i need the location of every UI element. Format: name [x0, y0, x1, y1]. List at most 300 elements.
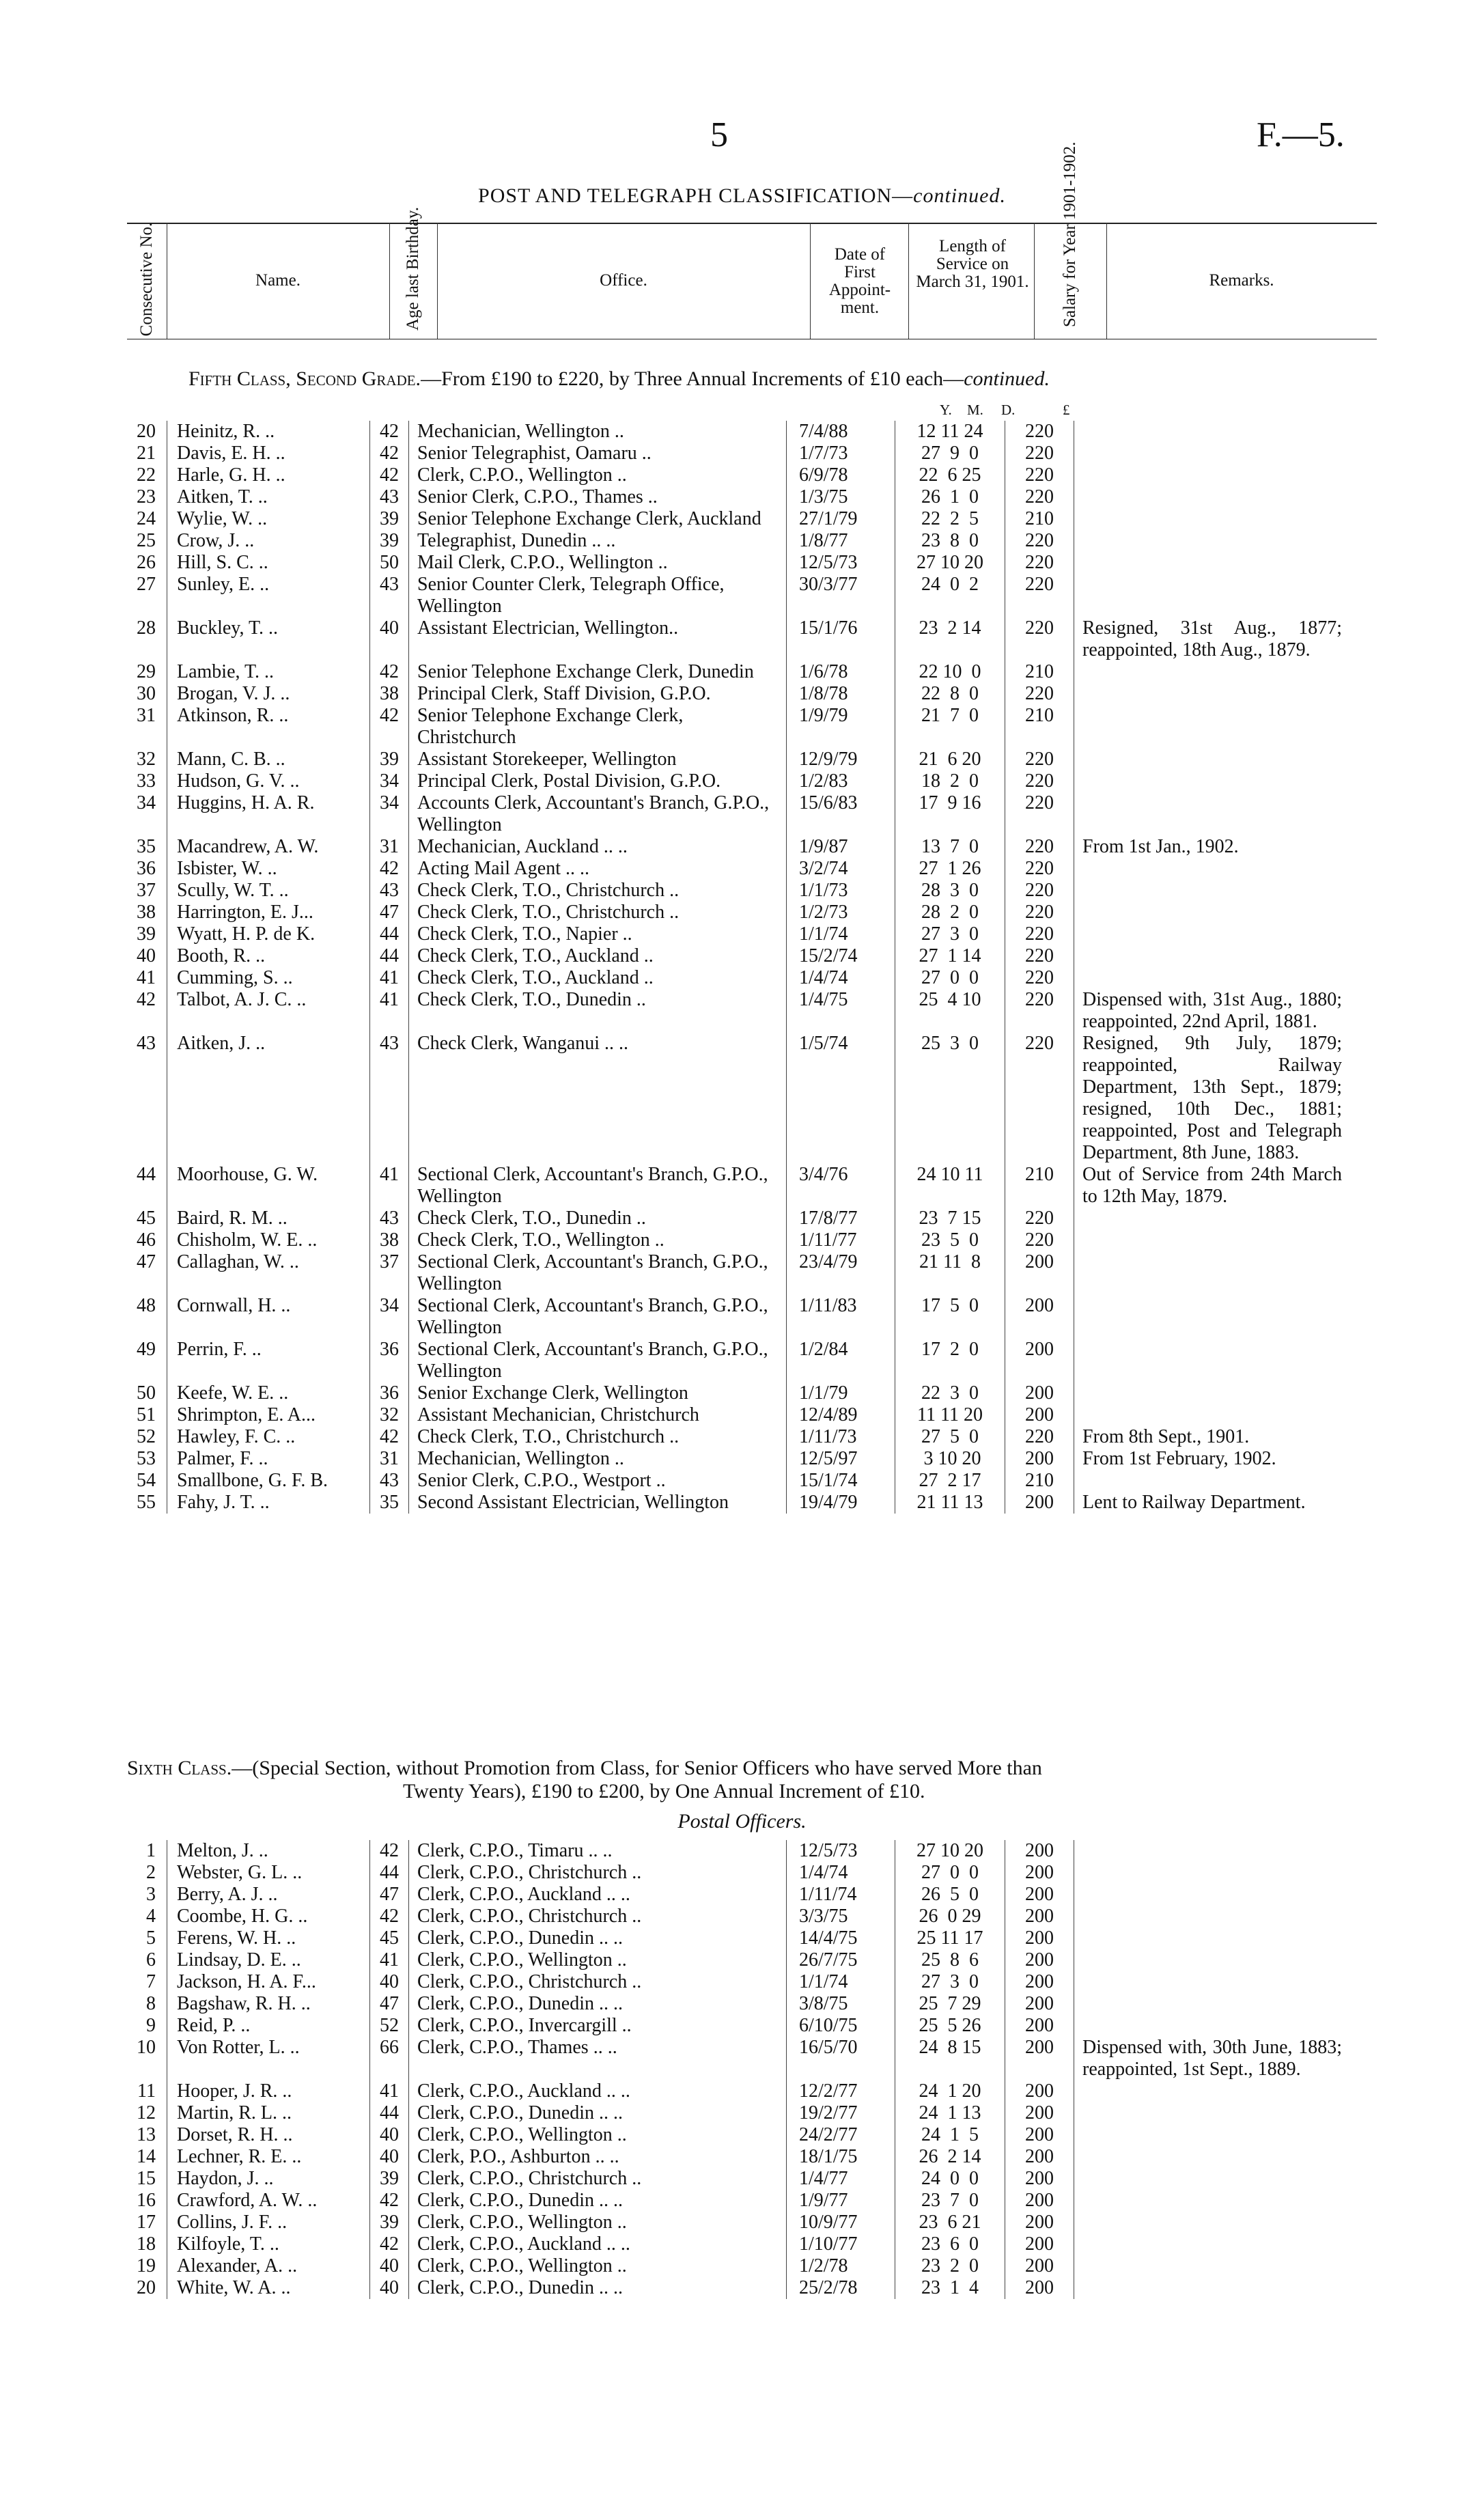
- table-row: [127, 2080, 1342, 2102]
- remarks-cell: [1074, 2168, 1343, 2190]
- length-cell: 18 2 0: [921, 770, 979, 792]
- salary-cell: 220: [1005, 464, 1074, 486]
- salary-cell: 220: [1005, 923, 1074, 945]
- office-cell: Principal Clerk, Staff Division, G.P.O.: [417, 683, 711, 704]
- date-cell: 12/5/73: [787, 1840, 895, 1862]
- remarks-cell: [1074, 2212, 1343, 2233]
- name-cell: Palmer, F. ..: [167, 1448, 370, 1470]
- date-cell: 1/10/77: [787, 2233, 895, 2255]
- date-cell: 17/8/77: [787, 1208, 895, 1229]
- office-cell: Mail Clerk, C.P.O., Wellington ..: [417, 552, 668, 573]
- office-cell: Mechanician, Wellington ..: [417, 1448, 624, 1469]
- section-heading-sixth-class: Sixth Class.—(Special Section, without Promotion from Class, for Senior Officers who have served More than: [127, 1757, 1042, 1779]
- length-cell: 27 3 0: [921, 923, 979, 945]
- date-cell: 1/6/78: [787, 661, 895, 683]
- office-cell: Sectional Clerk, Accountant's Branch, G.P.O., Wellington: [417, 1295, 768, 1338]
- row-number: 44: [137, 1164, 156, 1185]
- remarks-cell: [1074, 2015, 1343, 2037]
- length-cell: 12 11 24: [916, 421, 983, 442]
- office-cell: Check Clerk, T.O., Dunedin ..: [417, 989, 646, 1010]
- date-cell: 1/4/77: [787, 2168, 895, 2190]
- length-cell: 3 10 20: [919, 1448, 981, 1469]
- row-number: 26: [137, 552, 156, 573]
- salary-cell: 200: [1005, 2124, 1074, 2146]
- name-cell: Davis, E. H. ..: [167, 443, 370, 464]
- name-cell: Coombe, H. G. ..: [167, 1906, 370, 1927]
- age-cell: 41: [370, 967, 409, 989]
- table-row: [127, 1208, 1342, 1229]
- name-cell: Scully, W. T. ..: [167, 880, 370, 902]
- remarks-cell: [1074, 486, 1343, 508]
- age-cell: 66: [370, 2037, 409, 2080]
- office-cell: Check Clerk, T.O., Christchurch ..: [417, 880, 680, 901]
- remarks-cell: Dispensed with, 30th June, 1883; reappointed, 1st Sept., 1889.: [1082, 2037, 1342, 2080]
- remarks-cell: Out of Service from 24th March to 12th May, 1879.: [1082, 1164, 1342, 1207]
- name-cell: Hill, S. C. ..: [167, 552, 370, 574]
- name-cell: Ferens, W. H. ..: [167, 1927, 370, 1949]
- length-cell: 27 10 20: [916, 1840, 983, 1861]
- header-length: Length of Service on March 31, 1901.: [916, 237, 1029, 291]
- table-row: [127, 2212, 1342, 2233]
- office-cell: Senior Telephone Exchange Clerk, Auckland: [417, 508, 761, 529]
- row-number: 21: [137, 443, 156, 464]
- table-row: [127, 2233, 1342, 2255]
- subsection-postal-officers: Postal Officers.: [677, 1810, 807, 1833]
- row-number: 19: [137, 2255, 156, 2276]
- age-cell: 38: [370, 1229, 409, 1251]
- age-cell: 42: [370, 705, 409, 749]
- age-cell: 41: [370, 2080, 409, 2102]
- length-cell: 13 7 0: [921, 836, 979, 857]
- salary-cell: 200: [1005, 1492, 1074, 1514]
- age-cell: 42: [370, 1426, 409, 1448]
- table-row: [127, 2277, 1342, 2299]
- remarks-cell: From 1st Jan., 1902.: [1082, 836, 1239, 857]
- age-cell: 34: [370, 770, 409, 792]
- date-cell: 1/8/78: [787, 683, 895, 705]
- row-number: 27: [137, 574, 156, 595]
- table-row: [127, 1164, 1342, 1208]
- length-cell: 27 1 14: [919, 945, 981, 966]
- row-number: 38: [137, 902, 156, 923]
- age-cell: 41: [370, 989, 409, 1033]
- remarks-cell: [1074, 2255, 1343, 2277]
- name-cell: Wyatt, H. P. de K.: [167, 923, 370, 945]
- unit-months: M.: [967, 402, 983, 418]
- name-cell: Hawley, F. C. ..: [167, 1426, 370, 1448]
- row-number: 52: [137, 1426, 156, 1447]
- remarks-cell: [1074, 858, 1343, 880]
- row-number: 46: [137, 1229, 156, 1251]
- age-cell: 32: [370, 1404, 409, 1426]
- remarks-cell: [1074, 1229, 1343, 1251]
- office-cell: Senior Telegraphist, Oamaru ..: [417, 443, 652, 464]
- age-cell: 39: [370, 2168, 409, 2190]
- row-number: 8: [146, 1993, 156, 2014]
- unit-pounds: £: [1063, 402, 1070, 418]
- row-number: 32: [137, 749, 156, 770]
- age-cell: 43: [370, 486, 409, 508]
- age-cell: 52: [370, 2015, 409, 2037]
- name-cell: Berry, A. J. ..: [167, 1884, 370, 1906]
- age-cell: 43: [370, 880, 409, 902]
- salary-cell: 220: [1005, 617, 1074, 661]
- length-cell: 27 9 0: [921, 443, 979, 464]
- row-number: 18: [137, 2233, 156, 2255]
- name-cell: Kilfoyle, T. ..: [167, 2233, 370, 2255]
- row-number: 24: [137, 508, 156, 529]
- office-cell: Clerk, C.P.O., Auckland .. ..: [417, 1884, 630, 1905]
- office-cell: Clerk, C.P.O., Dunedin .. ..: [417, 2190, 623, 2211]
- document-reference: F.—5.: [1257, 115, 1345, 154]
- length-cell: 17 9 16: [919, 792, 981, 813]
- name-cell: Perrin, F. ..: [167, 1339, 370, 1382]
- length-cell: 25 11 17: [916, 1927, 983, 1949]
- date-cell: 15/2/74: [787, 945, 895, 967]
- date-cell: 6/10/75: [787, 2015, 895, 2037]
- table-row: [127, 858, 1342, 880]
- salary-cell: 220: [1005, 683, 1074, 705]
- name-cell: Sunley, E. ..: [167, 574, 370, 617]
- section-heading-sixth-class-line2: Twenty Years), £190 to £200, by One Annual Increment of £10.: [403, 1780, 925, 1802]
- age-cell: 40: [370, 1971, 409, 1993]
- name-cell: Mann, C. B. ..: [167, 749, 370, 770]
- age-cell: 42: [370, 443, 409, 464]
- age-cell: 42: [370, 858, 409, 880]
- fifth-class-table: [127, 421, 1342, 1514]
- name-cell: White, W. A. ..: [167, 2277, 370, 2299]
- name-cell: Lechner, R. E. ..: [167, 2146, 370, 2168]
- date-cell: 30/3/77: [787, 574, 895, 617]
- table-row: [127, 2102, 1342, 2124]
- office-cell: Clerk, C.P.O., Wellington ..: [417, 464, 627, 486]
- date-cell: 24/2/77: [787, 2124, 895, 2146]
- length-cell: 17 2 0: [921, 1339, 979, 1360]
- date-cell: 1/4/74: [787, 1862, 895, 1884]
- length-cell: 22 8 0: [921, 683, 979, 704]
- row-number: 22: [137, 464, 156, 486]
- age-cell: 39: [370, 508, 409, 530]
- name-cell: Hooper, J. R. ..: [167, 2080, 370, 2102]
- remarks-cell: [1074, 1382, 1343, 1404]
- remarks-cell: Dispensed with, 31st Aug., 1880; reappointed, 22nd April, 1881.: [1082, 989, 1342, 1032]
- salary-cell: 220: [1005, 1426, 1074, 1448]
- date-cell: 19/2/77: [787, 2102, 895, 2124]
- office-cell: Clerk, C.P.O., Dunedin .. ..: [417, 2277, 623, 2298]
- age-cell: 37: [370, 1251, 409, 1295]
- salary-cell: 200: [1005, 2233, 1074, 2255]
- remarks-cell: [1074, 2102, 1343, 2124]
- length-cell: 22 6 25: [919, 464, 981, 486]
- table-row: [127, 1229, 1342, 1251]
- age-cell: 47: [370, 1884, 409, 1906]
- table-row: [127, 1971, 1342, 1993]
- length-cell: 25 4 10: [919, 989, 981, 1010]
- table-row: [127, 1993, 1342, 2015]
- table-row: [127, 508, 1342, 530]
- office-cell: Acting Mail Agent .. ..: [417, 858, 589, 879]
- page-title: POST AND TELEGRAPH CLASSIFICATION—continued.: [478, 184, 1006, 207]
- table-row: [127, 617, 1342, 661]
- row-number: 43: [137, 1033, 156, 1054]
- header-divider: [908, 223, 909, 339]
- office-cell: Sectional Clerk, Accountant's Branch, G.P.O., Wellington: [417, 1251, 768, 1294]
- table-row: [127, 749, 1342, 770]
- remarks-cell: [1074, 1470, 1343, 1492]
- name-cell: Martin, R. L. ..: [167, 2102, 370, 2124]
- name-cell: Huggins, H. A. R.: [167, 792, 370, 836]
- row-number: 1: [146, 1840, 156, 1861]
- name-cell: Reid, P. ..: [167, 2015, 370, 2037]
- date-cell: 1/4/74: [787, 967, 895, 989]
- salary-cell: 220: [1005, 858, 1074, 880]
- salary-cell: 200: [1005, 2102, 1074, 2124]
- remarks-cell: [1074, 1404, 1343, 1426]
- remarks-cell: [1074, 1251, 1343, 1295]
- age-cell: 34: [370, 1295, 409, 1339]
- table-row: [127, 2255, 1342, 2277]
- row-number: 11: [137, 2080, 156, 2102]
- date-cell: 3/4/76: [787, 1164, 895, 1208]
- table-row: [127, 1906, 1342, 1927]
- table-row: [127, 421, 1342, 443]
- date-cell: 1/1/73: [787, 880, 895, 902]
- office-cell: Clerk, C.P.O., Dunedin .. ..: [417, 1993, 623, 2014]
- row-number: 23: [137, 486, 156, 507]
- row-number: 49: [137, 1339, 156, 1360]
- age-cell: 44: [370, 923, 409, 945]
- remarks-cell: [1074, 574, 1343, 617]
- salary-cell: 220: [1005, 902, 1074, 923]
- office-cell: Clerk, C.P.O., Wellington ..: [417, 2212, 627, 2233]
- name-cell: Lindsay, D. E. ..: [167, 1949, 370, 1971]
- name-cell: Baird, R. M. ..: [167, 1208, 370, 1229]
- header-date: Date of First Appoint-ment.: [828, 245, 891, 317]
- length-cell: 21 6 20: [919, 749, 981, 770]
- table-row: [127, 683, 1342, 705]
- age-cell: 47: [370, 902, 409, 923]
- table-row: [127, 1382, 1342, 1404]
- office-cell: Principal Clerk, Postal Division, G.P.O.: [417, 770, 721, 792]
- date-cell: 3/3/75: [787, 1906, 895, 1927]
- remarks-cell: [1074, 1949, 1343, 1971]
- age-cell: 40: [370, 617, 409, 661]
- table-row: [127, 2190, 1342, 2212]
- date-cell: 1/7/73: [787, 443, 895, 464]
- office-cell: Clerk, C.P.O., Wellington ..: [417, 2124, 627, 2145]
- salary-cell: 220: [1005, 574, 1074, 617]
- age-cell: 42: [370, 1840, 409, 1862]
- table-row: [127, 443, 1342, 464]
- remarks-cell: [1074, 792, 1343, 836]
- date-cell: 1/9/79: [787, 705, 895, 749]
- age-cell: 41: [370, 1949, 409, 1971]
- office-cell: Senior Telephone Exchange Clerk, Christchurch: [417, 705, 684, 748]
- date-cell: 14/4/75: [787, 1927, 895, 1949]
- remarks-cell: [1074, 552, 1343, 574]
- remarks-cell: [1074, 945, 1343, 967]
- row-number: 6: [146, 1949, 156, 1970]
- date-cell: 1/2/78: [787, 2255, 895, 2277]
- age-cell: 42: [370, 2233, 409, 2255]
- office-cell: Check Clerk, T.O., Auckland ..: [417, 945, 654, 966]
- name-cell: Melton, J. ..: [167, 1840, 370, 1862]
- date-cell: 16/5/70: [787, 2037, 895, 2080]
- length-cell: 23 2 0: [921, 2255, 979, 2276]
- date-cell: 1/1/74: [787, 923, 895, 945]
- date-cell: 27/1/79: [787, 508, 895, 530]
- date-cell: 10/9/77: [787, 2212, 895, 2233]
- length-cell: 26 0 29: [919, 1906, 981, 1927]
- age-cell: 44: [370, 1862, 409, 1884]
- office-cell: Assistant Mechanician, Christchurch: [417, 1404, 699, 1425]
- row-number: 16: [137, 2190, 156, 2211]
- name-cell: Von Rotter, L. ..: [167, 2037, 370, 2080]
- date-cell: 25/2/78: [787, 2277, 895, 2299]
- table-row: [127, 464, 1342, 486]
- salary-cell: 200: [1005, 1949, 1074, 1971]
- salary-cell: 210: [1005, 705, 1074, 749]
- date-cell: 1/3/75: [787, 486, 895, 508]
- row-number: 4: [146, 1906, 156, 1927]
- remarks-cell: [1074, 2190, 1343, 2212]
- row-number: 45: [137, 1208, 156, 1229]
- length-cell: 26 2 14: [919, 2146, 981, 2167]
- salary-cell: 200: [1005, 2168, 1074, 2190]
- remarks-cell: [1074, 530, 1343, 552]
- remarks-cell: [1074, 923, 1343, 945]
- length-cell: 11 11 20: [917, 1404, 983, 1425]
- header-top-rule: [127, 223, 1377, 224]
- row-number: 40: [137, 945, 156, 966]
- length-cell: 23 7 15: [919, 1208, 981, 1229]
- name-cell: Lambie, T. ..: [167, 661, 370, 683]
- length-cell: 21 11 8: [919, 1251, 981, 1272]
- length-cell: 27 5 0: [921, 1426, 979, 1447]
- salary-cell: 200: [1005, 2015, 1074, 2037]
- date-cell: 3/2/74: [787, 858, 895, 880]
- header-office: Office.: [600, 271, 647, 290]
- salary-cell: 200: [1005, 1448, 1074, 1470]
- age-cell: 39: [370, 530, 409, 552]
- table-row: [127, 1426, 1342, 1448]
- row-number: 12: [137, 2102, 156, 2123]
- length-cell: 22 10 0: [919, 661, 981, 682]
- table-row: [127, 945, 1342, 967]
- age-cell: 34: [370, 792, 409, 836]
- row-number: 28: [137, 617, 156, 639]
- row-number: 42: [137, 989, 156, 1010]
- remarks-cell: [1074, 2124, 1343, 2146]
- salary-cell: 220: [1005, 967, 1074, 989]
- office-cell: Senior Counter Clerk, Telegraph Office, Wellington: [417, 574, 725, 617]
- date-cell: 23/4/79: [787, 1251, 895, 1295]
- name-cell: Alexander, A. ..: [167, 2255, 370, 2277]
- remarks-cell: [1074, 508, 1343, 530]
- remarks-cell: [1074, 902, 1343, 923]
- date-cell: 6/9/78: [787, 464, 895, 486]
- office-cell: Assistant Electrician, Wellington..: [417, 617, 679, 639]
- date-cell: 15/6/83: [787, 792, 895, 836]
- office-cell: Second Assistant Electrician, Wellington: [417, 1492, 729, 1513]
- length-cell: 28 3 0: [921, 880, 979, 901]
- row-number: 7: [146, 1971, 156, 1992]
- salary-cell: 200: [1005, 1840, 1074, 1862]
- office-cell: Accounts Clerk, Accountant's Branch, G.P.O., Wellington: [417, 792, 770, 835]
- name-cell: Jackson, H. A. F...: [167, 1971, 370, 1993]
- name-cell: Buckley, T. ..: [167, 617, 370, 661]
- header-divider: [389, 223, 390, 339]
- office-cell: Clerk, C.P.O., Christchurch ..: [417, 2168, 642, 2189]
- length-cell: 23 1 4: [921, 2277, 979, 2298]
- length-cell: 23 6 0: [921, 2233, 979, 2255]
- name-cell: Aitken, T. ..: [167, 486, 370, 508]
- date-cell: 1/11/74: [787, 1884, 895, 1906]
- salary-cell: 210: [1005, 1470, 1074, 1492]
- unit-days: D.: [1001, 402, 1016, 418]
- office-cell: Sectional Clerk, Accountant's Branch, G.P.O., Wellington: [417, 1164, 768, 1207]
- office-cell: Mechanician, Auckland .. ..: [417, 836, 628, 857]
- office-cell: Check Clerk, T.O., Auckland ..: [417, 967, 654, 988]
- office-cell: Senior Telephone Exchange Clerk, Dunedin: [417, 661, 754, 682]
- name-cell: Bagshaw, R. H. ..: [167, 1993, 370, 2015]
- salary-cell: 220: [1005, 1229, 1074, 1251]
- table-row: [127, 661, 1342, 683]
- office-cell: Senior Clerk, C.P.O., Westport ..: [417, 1470, 666, 1491]
- office-cell: Clerk, C.P.O., Auckland .. ..: [417, 2233, 630, 2255]
- length-cell: 24 1 20: [919, 2080, 981, 2102]
- table-row: [127, 1840, 1342, 1862]
- table-row: [127, 705, 1342, 749]
- name-cell: Aitken, J. ..: [167, 1033, 370, 1164]
- name-cell: Dorset, R. H. ..: [167, 2124, 370, 2146]
- date-cell: 1/2/84: [787, 1339, 895, 1382]
- remarks-cell: [1074, 421, 1343, 443]
- salary-cell: 200: [1005, 2146, 1074, 2168]
- age-cell: 42: [370, 1906, 409, 1927]
- salary-cell: 200: [1005, 1884, 1074, 1906]
- length-cell: 23 8 0: [921, 530, 979, 551]
- length-cell: 24 1 5: [921, 2124, 979, 2145]
- name-cell: Moorhouse, G. W.: [167, 1164, 370, 1208]
- row-number: 20: [137, 421, 156, 442]
- length-cell: 25 7 29: [919, 1993, 981, 2014]
- table-row: [127, 552, 1342, 574]
- length-cell: 22 3 0: [921, 1382, 979, 1404]
- office-cell: Clerk, C.P.O., Thames .. ..: [417, 2037, 617, 2058]
- length-cell: 21 11 13: [916, 1492, 983, 1513]
- length-cell: 25 8 6: [921, 1949, 979, 1970]
- header-age: Age last Birthday.: [404, 207, 422, 331]
- age-cell: 39: [370, 749, 409, 770]
- office-cell: Clerk, P.O., Ashburton .. ..: [417, 2146, 619, 2167]
- row-number: 33: [137, 770, 156, 792]
- remarks-cell: Resigned, 31st Aug., 1877; reappointed, 18th Aug., 1879.: [1082, 617, 1342, 660]
- length-cell: 24 10 11: [916, 1164, 983, 1185]
- remarks-cell: [1074, 967, 1343, 989]
- salary-cell: 200: [1005, 1251, 1074, 1295]
- remarks-cell: [1074, 1339, 1343, 1382]
- age-cell: 31: [370, 1448, 409, 1470]
- row-number: 54: [137, 1470, 156, 1491]
- name-cell: Keefe, W. E. ..: [167, 1382, 370, 1404]
- remarks-cell: [1074, 1862, 1343, 1884]
- table-row: [127, 770, 1342, 792]
- age-cell: 43: [370, 574, 409, 617]
- table-row: [127, 792, 1342, 836]
- row-number: 3: [146, 1884, 156, 1905]
- age-cell: 45: [370, 1927, 409, 1949]
